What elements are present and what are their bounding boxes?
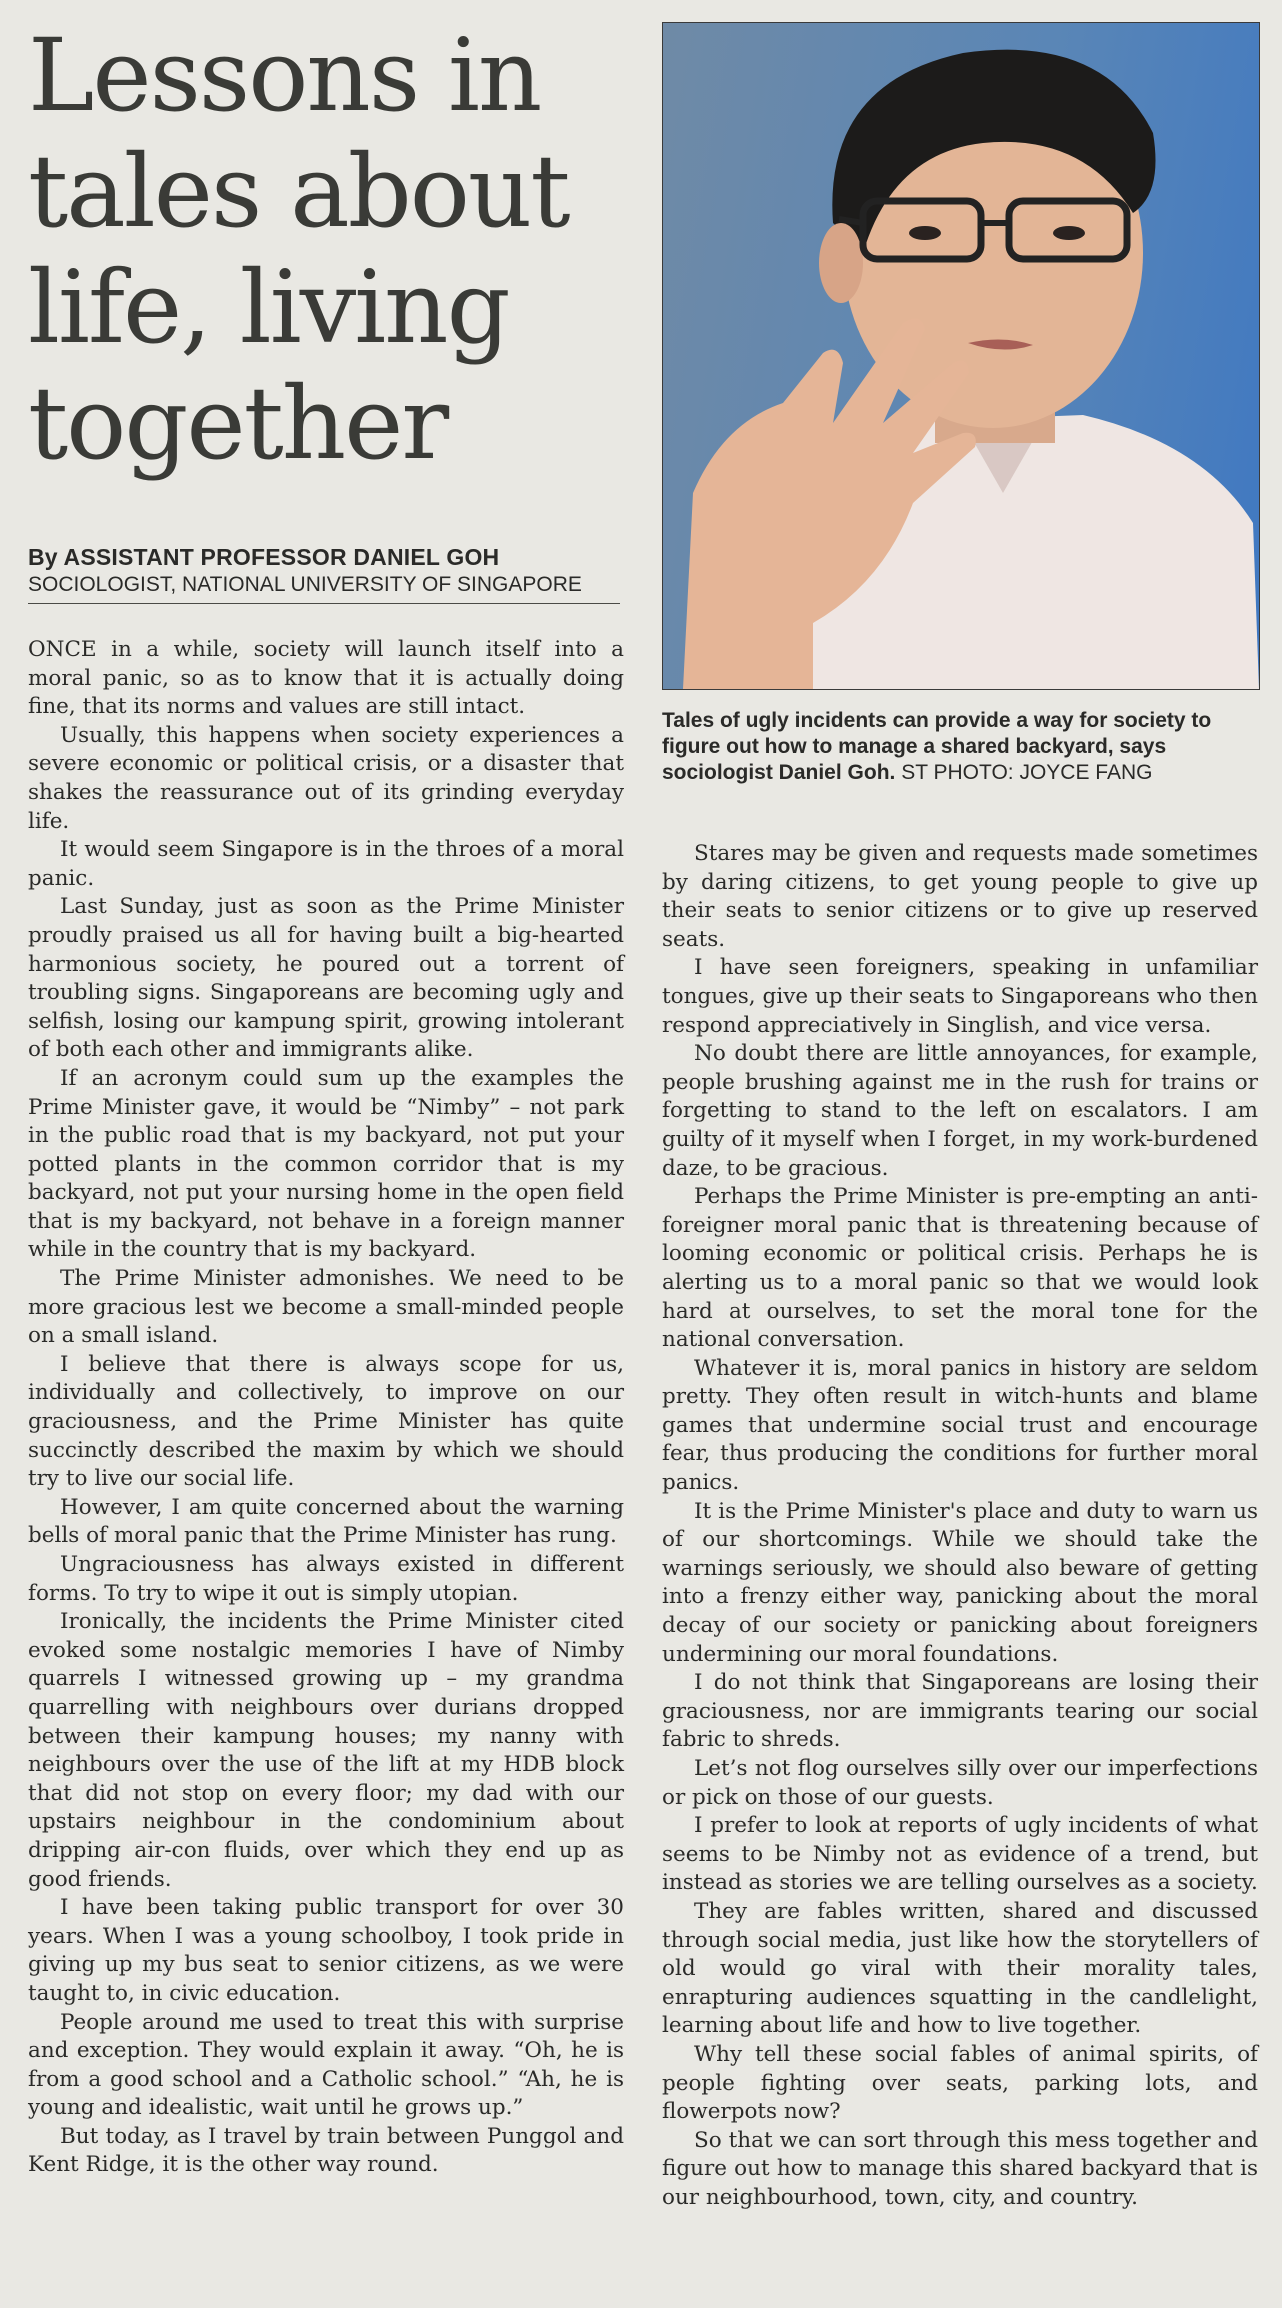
paragraph: Ironically, the incidents the Prime Minister cited evoked some nostalgic memories I have of Nimby quarrels I witnessed growing up – my grandma quarrelling with neighbours over durians dropped between their kampung houses; my nanny with neighbours over the use of the lift at my HDB block that did not stop on every floor; my dad with our upstairs neighbour in the condominium about dripping air-con fluids, over which they end up as good friends.	[28, 1609, 624, 1892]
paragraph: Usually, this happens when society experiences a severe economic or political crisis, or a disaster that shakes the reassurance out of its grinding everyday life.	[28, 722, 624, 834]
paragraph: I believe that there is always scope for us, individually and collectively, to improve on our graciousness, and the Prime Minister has quite succinctly described the maxim by which we should try to live our social life.	[28, 1351, 624, 1492]
paragraph: Ungraciousness has always existed in different forms. To try to wipe it out is simply utopian.	[28, 1552, 624, 1606]
paragraph: No doubt there are little annoyances, for example, people brushing against me in the rush for trains or forgetting to stand to the left on escalators. I am guilty of it myself when I forget, in my work-burdened daze, to be gracious.	[662, 1041, 1258, 1181]
paragraph: ONCE in a while, society will launch itself into a moral panic, so as to know that it is actually doing fine, that its norms and values are still intact.	[28, 637, 624, 720]
paragraph: Whatever it is, moral panics in history are seldom pretty. They often result in witch-hunts and blame games that undermine social trust and encourage fear, thus producing the conditions for further moral panics.	[662, 1355, 1258, 1496]
portrait-photo	[662, 22, 1260, 690]
paragraph: But today, as I travel by train between Punggol and Kent Ridge, it is the other way round.	[28, 2123, 624, 2178]
paragraph: If an acronym could sum up the examples the Prime Minister gave, it would be “Nimby” – not park in the public road that is my backyard, not put your potted plants in the common corridor that is my backyard, not put your nursing home in the open field that is my backyard, not behave in a foreign manner while in the country that is my backyard.	[28, 1065, 624, 1263]
paragraph: Why tell these social fables of animal spirits, of people fighting over seats, parking lots, and flowerpots now?	[662, 2041, 1258, 2125]
paragraph: I prefer to look at reports of ugly incidents of what seems to be Nimby not as evidence of a trend, but instead as stories we are telling ourselves as a society.	[662, 1813, 1258, 1896]
paragraph: I have been taking public transport for over 30 years. When I was a young schoolboy, I took pride in giving up my bus seat to senior citizens, as we were taught to, in civic education.	[28, 1895, 624, 2006]
byline-author: By ASSISTANT PROFESSOR DANIEL GOH	[28, 544, 500, 570]
headline-line: together	[28, 365, 448, 482]
headline	[28, 18, 648, 482]
photo-caption	[662, 708, 1258, 786]
portrait-photo-icon	[663, 23, 1259, 689]
paragraph: I have seen foreigners, speaking in unfamiliar tongues, give up their seats to Singaporeans who then respond appreciatively in Singlish, and vice versa.	[662, 955, 1258, 1038]
article-column-right	[662, 840, 1258, 2213]
paragraph: However, I am quite concerned about the warning bells of moral panic that the Prime Minister has rung.	[28, 1494, 624, 1549]
headline-line: Lessons in	[28, 17, 541, 134]
paragraph: Stares may be given and requests made sometimes by daring citizens, to get young people to give up their seats to senior citizens or to give up reserved seats.	[662, 841, 1258, 952]
paragraph: They are fables written, shared and discussed through social media, just like how the storytellers of old would go viral with their morality tales, enrapturing audiences squatting in the candlelight, learning about life and how to live together.	[662, 1898, 1258, 2039]
paragraph: The Prime Minister admonishes. We need to be more gracious lest we become a small-minded people on a small island.	[28, 1266, 624, 1349]
headline-line: life, living	[28, 249, 509, 366]
caption-text: Tales of ugly incidents can provide a way for society to figure out how to manage a shared backyard, says sociologist Daniel Goh.	[662, 709, 1212, 784]
paragraph: Perhaps the Prime Minister is pre-empting an anti-foreigner moral panic that is threatening because of looming economic or political crisis. Perhaps he is alerting us to a moral panic so that we would look hard at ourselves, to set the moral tone for the national conversation.	[662, 1184, 1258, 1353]
paragraph: It is the Prime Minister's place and duty to warn us of our shortcomings. While we should take the warnings seriously, we should also beware of getting into a frenzy either way, panicking about the moral decay of our society or panicking about foreigners undermining our moral foundations.	[662, 1498, 1258, 1667]
paragraph: So that we can sort through this mess together and figure out how to manage this shared backyard that is our neighbourhood, town, city, and country.	[662, 2127, 1258, 2210]
paragraph: It would seem Singapore is in the throes of a moral panic.	[28, 837, 624, 891]
paragraph: Let’s not flog ourselves silly over our imperfections or pick on those of our guests.	[662, 1756, 1258, 1810]
article-column-left	[28, 636, 624, 2180]
byline	[28, 544, 620, 604]
paragraph: Last Sunday, just as soon as the Prime Minister proudly praised us all for having built a big-hearted harmonious society, he poured out a torrent of troubling signs. Singaporeans are becoming ugly and selfish, losing our kampung spirit, growing intolerant of both each other and immigrants alike.	[28, 894, 624, 1063]
byline-affiliation: SOCIOLOGIST, NATIONAL UNIVERSITY OF SINGAPORE	[28, 573, 582, 596]
paragraph: People around me used to treat this with surprise and exception. They would explain it away. “Oh, he is from a good school and a Catholic school.” “Ah, he is young and idealistic, wait until he grows up.”	[28, 2009, 624, 2121]
paragraph: I do not think that Singaporeans are losing their graciousness, nor are immigrants tearing our social fabric to shreds.	[662, 1670, 1258, 1753]
caption-credit: ST PHOTO: JOYCE FANG	[901, 761, 1153, 784]
headline-line: tales about	[28, 133, 569, 250]
